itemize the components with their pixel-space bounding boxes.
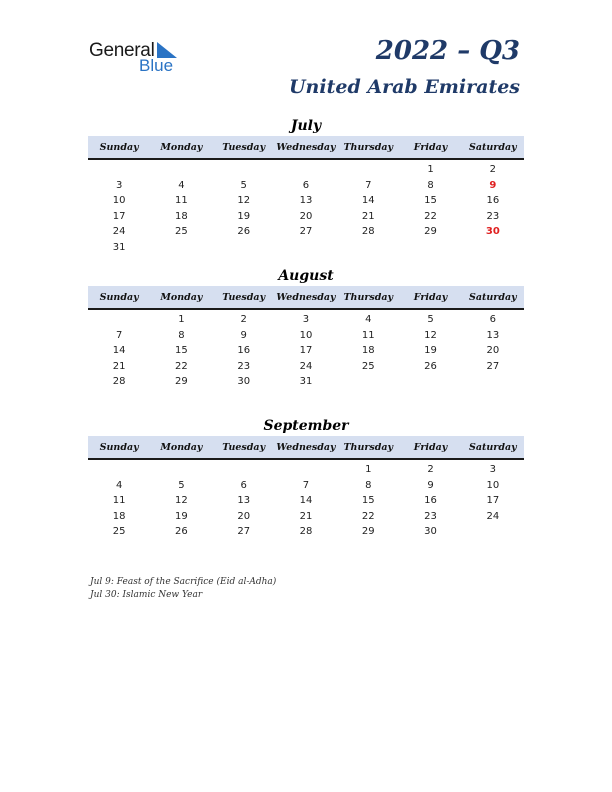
weekday-friday: Friday (413, 141, 448, 153)
day-cell: 9 (240, 329, 247, 341)
day-cell: 13 (299, 195, 313, 207)
day-cell: 23 (486, 210, 500, 222)
day-cell: 14 (299, 495, 313, 507)
weekday-wednesday: Wednesday (276, 141, 336, 153)
day-cell: 30 (424, 526, 437, 538)
day-cell: 10 (299, 329, 313, 341)
day-cell: 29 (361, 526, 375, 538)
day-cell: 10 (486, 479, 500, 491)
day-cell: 15 (424, 195, 437, 207)
day-cell: 6 (489, 314, 497, 326)
day-cell: 27 (299, 226, 313, 238)
day-cell: 9 (427, 479, 434, 491)
day-cell: 9 (489, 179, 497, 191)
day-cell: 14 (361, 195, 375, 207)
day-cell: 26 (175, 526, 188, 538)
weekday-wednesday: Wednesday (276, 441, 336, 453)
week-row (88, 462, 524, 478)
day-cell: 19 (175, 510, 188, 522)
weekday-tuesday: Tuesday (222, 141, 266, 153)
day-cell: 19 (424, 345, 437, 357)
weekday-saturday: Saturday (469, 141, 517, 153)
day-cell: 2 (489, 164, 497, 176)
month-august (88, 266, 524, 390)
holiday-notes (90, 576, 276, 602)
day-cell: 22 (175, 360, 188, 372)
day-cell: 19 (237, 210, 251, 222)
day-cell: 12 (237, 195, 251, 207)
day-cell: 16 (237, 345, 251, 357)
day-cell: 1 (178, 314, 185, 326)
week-row (88, 478, 524, 494)
week-row (88, 312, 524, 328)
week-row (88, 209, 524, 225)
weekday-saturday: Saturday (469, 441, 517, 453)
day-cell: 21 (112, 360, 126, 372)
week-row (88, 374, 524, 390)
page-title: 2022 – Q3 (375, 36, 520, 66)
day-cell: 16 (486, 195, 500, 207)
day-cell: 28 (112, 376, 126, 388)
day-cell: 26 (424, 360, 437, 372)
weekday-thursday: Thursday (343, 291, 394, 303)
day-cell: 2 (427, 464, 434, 476)
day-grid (88, 460, 524, 540)
page-subtitle: United Arab Emirates (288, 76, 520, 98)
day-cell: 13 (486, 329, 500, 341)
day-cell: 10 (112, 195, 126, 207)
day-cell: 5 (427, 314, 434, 326)
day-cell: 23 (424, 510, 437, 522)
day-cell: 28 (361, 226, 375, 238)
day-cell: 18 (175, 210, 188, 222)
weekday-sunday: Sunday (99, 291, 139, 303)
week-row (88, 240, 524, 256)
day-cell: 27 (486, 360, 500, 372)
day-grid (88, 310, 524, 390)
month-september (88, 416, 524, 540)
weekday-sunday: Sunday (99, 441, 139, 453)
logo-general-text: General (89, 40, 155, 61)
week-row (88, 524, 524, 540)
day-cell: 17 (299, 345, 313, 357)
weekday-monday: Monday (160, 441, 203, 453)
weekday-sunday: Sunday (99, 141, 139, 153)
day-cell: 25 (112, 526, 126, 538)
day-cell: 12 (175, 495, 188, 507)
month-july (88, 116, 524, 255)
day-cell: 1 (365, 464, 372, 476)
day-cell: 27 (237, 526, 251, 538)
day-grid (88, 160, 524, 255)
weekday-header (88, 286, 524, 310)
day-cell: 7 (115, 329, 123, 341)
week-row (88, 224, 524, 240)
weekday-header (88, 136, 524, 160)
day-cell: 13 (237, 495, 251, 507)
weekday-thursday: Thursday (343, 441, 394, 453)
week-row (88, 493, 524, 509)
day-cell: 8 (365, 479, 372, 491)
day-cell: 15 (361, 495, 375, 507)
holiday-note: Jul 9: Feast of the Sacrifice (Eid al-Adha) (90, 577, 277, 587)
weekday-friday: Friday (413, 441, 448, 453)
day-cell: 16 (424, 495, 437, 507)
month-name: August (278, 268, 334, 284)
day-cell: 18 (361, 345, 375, 357)
day-cell: 25 (361, 360, 375, 372)
day-cell: 24 (486, 510, 500, 522)
logo (89, 40, 199, 80)
weekday-saturday: Saturday (469, 291, 517, 303)
weekday-friday: Friday (413, 291, 448, 303)
day-cell: 30 (237, 376, 251, 388)
day-cell: 7 (365, 179, 372, 191)
day-cell: 3 (115, 179, 123, 191)
day-cell: 5 (240, 179, 247, 191)
day-cell: 20 (237, 510, 251, 522)
day-cell: 11 (112, 495, 126, 507)
weekday-wednesday: Wednesday (276, 291, 336, 303)
day-cell: 11 (361, 329, 375, 341)
day-cell: 31 (299, 376, 313, 388)
day-cell: 22 (361, 510, 375, 522)
week-row (88, 162, 524, 178)
day-cell: 7 (302, 479, 310, 491)
day-cell: 12 (424, 329, 437, 341)
weekday-tuesday: Tuesday (222, 441, 266, 453)
day-cell: 8 (178, 329, 185, 341)
day-cell: 4 (178, 179, 185, 191)
day-cell: 25 (175, 226, 188, 238)
week-row (88, 328, 524, 344)
day-cell: 14 (112, 345, 126, 357)
day-cell: 4 (365, 314, 372, 326)
day-cell: 20 (299, 210, 313, 222)
day-cell: 3 (489, 464, 497, 476)
day-cell: 15 (175, 345, 188, 357)
day-cell: 5 (178, 479, 185, 491)
day-cell: 30 (485, 226, 500, 238)
day-cell: 6 (302, 179, 310, 191)
day-cell: 3 (302, 314, 310, 326)
day-cell: 1 (427, 164, 434, 176)
week-row (88, 509, 524, 525)
week-row (88, 193, 524, 209)
day-cell: 8 (427, 179, 434, 191)
day-cell: 4 (115, 479, 123, 491)
day-cell: 2 (240, 314, 247, 326)
day-cell: 17 (486, 495, 500, 507)
day-cell: 6 (240, 479, 247, 491)
day-cell: 31 (112, 241, 126, 253)
day-cell: 21 (299, 510, 313, 522)
day-cell: 24 (112, 226, 126, 238)
day-cell: 18 (112, 510, 126, 522)
logo-blue-text: Blue (139, 56, 174, 75)
weekday-monday: Monday (160, 291, 203, 303)
day-cell: 26 (237, 226, 251, 238)
day-cell: 20 (486, 345, 500, 357)
day-cell: 29 (175, 376, 188, 388)
day-cell: 11 (175, 195, 188, 207)
day-cell: 22 (424, 210, 437, 222)
day-cell: 28 (299, 526, 313, 538)
weekday-header (88, 436, 524, 460)
day-cell: 29 (424, 226, 437, 238)
day-cell: 17 (112, 210, 126, 222)
weekday-monday: Monday (160, 141, 203, 153)
weekday-tuesday: Tuesday (222, 291, 266, 303)
day-cell: 23 (237, 360, 251, 372)
week-row (88, 178, 524, 194)
day-cell: 24 (299, 360, 313, 372)
holiday-note: Jul 30: Islamic New Year (90, 590, 203, 600)
day-cell: 21 (361, 210, 375, 222)
month-name: September (263, 418, 349, 434)
week-row (88, 359, 524, 375)
month-name: July (290, 118, 322, 134)
week-row (88, 343, 524, 359)
weekday-thursday: Thursday (343, 141, 394, 153)
